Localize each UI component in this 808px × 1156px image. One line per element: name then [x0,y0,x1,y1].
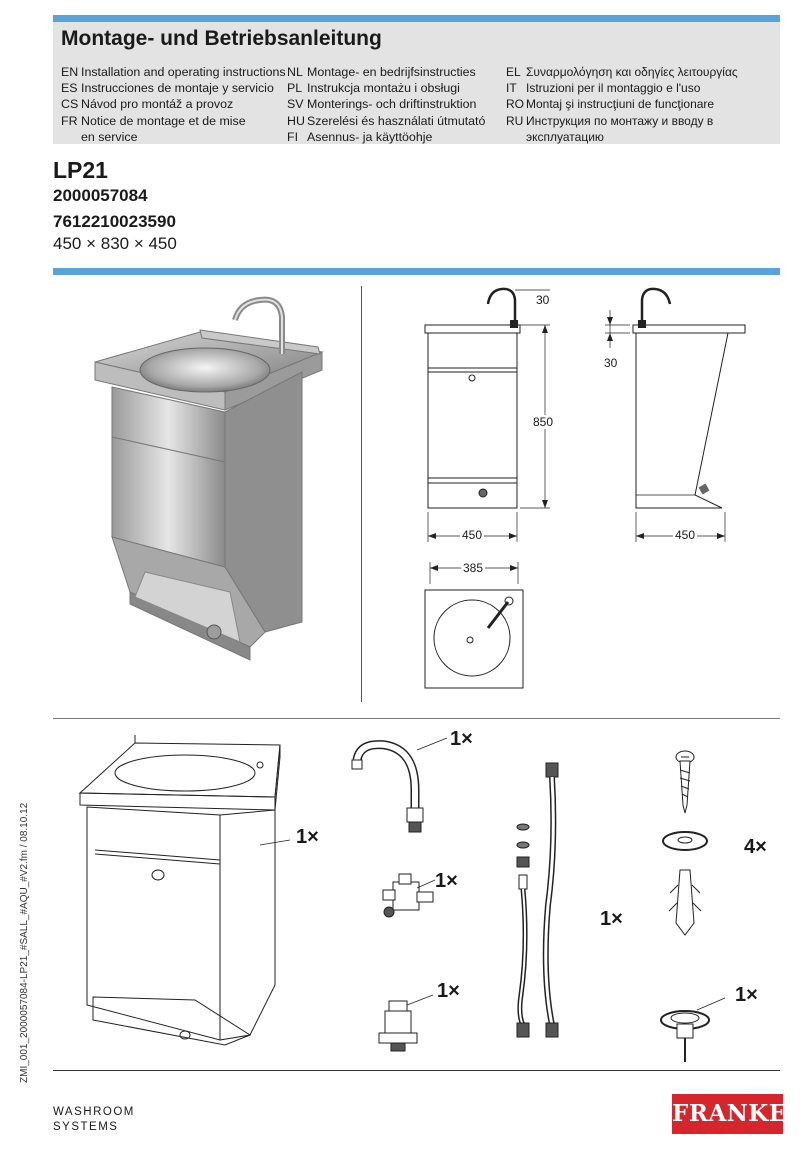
drain-quantity: 1× [735,984,758,1006]
language-row: FR Notice de montage et de mise [61,113,246,128]
dim-top-view: 385 [463,561,484,575]
language-row: NL Montage- en bedrijfsinstructies [287,65,476,79]
division-label: WASHROOM SYSTEMS [53,1106,135,1133]
language-row: FI Asennus- ja käyttöohje [287,129,433,144]
pedal-valve-quantity: 1× [437,980,460,1002]
top-accent-bar [53,15,780,22]
dim-top: 30 [536,293,550,307]
valve-quantity: 1× [435,870,458,892]
dim-side-top: 30 [604,356,618,370]
language-row: RO Montaj şi instrucţiuni de funcţionare [506,97,715,112]
side-view-drawing [600,280,760,540]
language-row: EL Συναρμολόγηση και οδηγίες λειτουργίας [506,65,738,79]
front-view-drawing [400,280,560,540]
hose-quantity: 1× [600,908,623,930]
languages-column-3 [506,64,738,145]
product-model: LP21 [53,157,108,183]
dim-side-width: 450 [675,528,696,542]
language-row: SV Monterings- och driftinstruktion [287,97,477,112]
dim-front-width: 450 [462,528,483,542]
screw-set-drawing [650,745,740,950]
drain-drawing [655,990,735,1070]
middle-accent-bar [53,268,780,275]
language-row: RU Инструкция по монтажу и вводу в [506,113,714,128]
language-row: HU Szerelési és használati útmutató [287,113,486,128]
language-row: EN Installation and operating instructions [61,65,286,79]
faucet-drawing [345,730,465,840]
hoses-drawing [508,755,578,1045]
article-number: 2000057084 [53,186,148,205]
pedal-valve-drawing [375,995,445,1055]
faucet-quantity: 1× [450,728,473,750]
product-photo [90,292,330,692]
language-row: CS Návod pro montáž a provoz [61,97,234,112]
franke-logo: FRANKE [672,1094,783,1134]
cabinet-drawing [75,735,305,1060]
document-title: Montage- und Betriebsanleitung [61,27,382,50]
languages-column-1 [61,64,286,145]
screws-quantity: 4× [744,836,767,858]
dim-height: 850 [533,415,554,429]
document-reference: ZMI_001_2000057084-LP21_#SALL_#AQU_#V2.fm / 08.10.12 [19,802,30,1083]
section-divider [53,718,780,719]
footer-divider [53,1070,780,1071]
vertical-divider [361,286,362,702]
language-row: en service [81,129,138,144]
language-row: ES Instrucciones de montaje y servicio [61,81,274,96]
language-row: PL Instrukcja montażu i obsługi [287,81,460,96]
languages-column-2 [287,64,485,145]
product-dimensions: 450 × 830 × 450 [53,234,177,253]
ean-code: 7612210023590 [53,212,176,231]
cabinet-quantity: 1× [296,826,319,848]
top-view-drawing [420,560,530,690]
language-row: IT Istruzioni per il montaggio e l'uso [506,81,701,96]
language-row: эксплуатацию [526,129,604,144]
